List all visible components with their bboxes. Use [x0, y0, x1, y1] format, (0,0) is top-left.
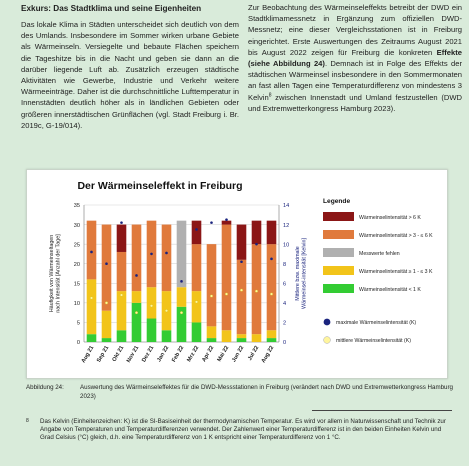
excursus-body: Das lokale Klima in Städten unterscheidet sich deutlich von dem des Umlands. Insbesondere im Sommer wirken urbane Gebiete als Wärmeinseln. Versiegelte und bebaute Flächen speichern die Tageshitze bis in die Nacht und geben sie dann an die darüber liegende Luft ab. Zusätzlich erzeugen städtische Aktivitäten wie Gewerbe, Industrie und Verkehr weitere Wärmeeinträge. Daher ist die durchschnittliche Lufttemperatur in Innenstädten deutlich höher als in ländlichen Gebieten oder größeren innerstädtischen Grünflächen (vgl. Stadt Freiburg i. Br. 2019c, G-19/014). [21, 20, 239, 130]
max-intensity-marker [165, 252, 168, 255]
bar-segment [252, 221, 262, 244]
max-intensity-marker [150, 253, 153, 256]
max-intensity-marker [120, 221, 123, 224]
excursus-title: Exkurs: Das Stadtklima und seine Eigenheiten [21, 4, 202, 13]
bar-segment [237, 334, 247, 338]
x-tick-label: Jun 22 [231, 345, 246, 364]
bar-segment [177, 287, 187, 307]
bar-segment [237, 225, 247, 260]
bar-segment [87, 221, 97, 280]
x-tick-label: Feb 22 [171, 345, 186, 364]
max-intensity-marker [255, 243, 258, 246]
y-left-tick-label: 10 [73, 301, 80, 308]
max-intensity-marker [225, 218, 228, 221]
heat-island-chart-card [26, 169, 448, 379]
bar-segment [252, 244, 262, 334]
bar-segment [117, 225, 127, 252]
bar-segment [147, 287, 157, 318]
max-intensity-marker [195, 228, 198, 231]
legend-label: mittlere Wärmeinselintensität (K) [336, 338, 411, 344]
bar-segment [252, 334, 262, 342]
mean-intensity-marker [255, 290, 258, 293]
y-left-axis-title-line: nach Intensität [Anzahl der Tage] [55, 234, 62, 313]
footnote [26, 418, 456, 443]
y-right-tick-label: 2 [283, 320, 287, 327]
legend-title: Legende [323, 198, 351, 205]
observation-text-3: zwischen Innenstadt und Umland festzustellen (DWD und Extremwetterkongress Hamburg 2023). [248, 92, 462, 113]
x-tick-label: Okt 21 [111, 345, 126, 363]
legend-label: Wärmeinselintensität ≥ 1 - ≤ 3 K [359, 269, 433, 275]
legend-marker [324, 337, 331, 344]
y-left-tick-label: 25 [73, 242, 80, 249]
x-tick-label: Mrz 22 [186, 345, 201, 364]
legend-swatch [323, 266, 354, 275]
bar-segment [222, 225, 232, 331]
legend-label: maximale Wärmeinselintensität (K) [336, 320, 417, 326]
bar-segment [87, 334, 97, 342]
bar-segment [207, 326, 217, 338]
bar-segment [102, 338, 112, 342]
observation-text-1: Zur Beobachtung des Wärmeinseleffekts betreibt der DWD ein Stadtklimamessnetz in Ergänzung zum offiziellen DWD-Messnetz; eine dieser Vergleichsstationen ist in Freiburg eingerichtet. Erste Auswertungen des Zeitraums August 2021 bis August 2022 zeigen für Freiburg die konkreten [248, 3, 462, 57]
bar-segment [132, 303, 142, 342]
y-left-tick-label: 35 [73, 203, 80, 210]
bar-segment [267, 330, 277, 338]
mean-intensity-marker [120, 294, 123, 297]
max-intensity-marker [105, 262, 108, 265]
legend-label: Wärmeinselintensität > 3 - ≤ 6 K [359, 233, 433, 239]
bar-segment [147, 319, 157, 342]
bar-segment [207, 244, 217, 326]
y-right-tick-label: 10 [283, 242, 290, 249]
bar-segment [117, 330, 127, 342]
y-right-axis-title-line: Mittlere bzw. maximale [295, 246, 301, 301]
observation-paragraph [248, 2, 462, 114]
bar-segment [207, 338, 217, 342]
y-right-tick-label: 14 [283, 203, 290, 210]
bar-segment [237, 338, 247, 342]
x-tick-label: Mai 22 [216, 345, 231, 363]
x-tick-label: Jan 22 [156, 345, 171, 364]
mean-intensity-marker [240, 289, 243, 292]
legend-label: Messwerte fehlen [359, 251, 400, 257]
bar-segment [222, 330, 232, 342]
figure-reference: Effekte (siehe Abbildung 24) [248, 47, 462, 69]
figure-caption-text: Auswertung des Wärmeinseleffektes für die DWD-Messstationen in Freiburg (verändert nach DWD und Extremwetterkongress Hamburg 2023) [80, 384, 454, 400]
observation-text-2: . Demnach ist in Folge des Effekts der städtischen Wärmeinsel insbesondere in den Sommermonaten an fast allen Tagen eine Temperaturdifferenz von mindestens 3 Kelvin [248, 59, 462, 102]
bar-segment [162, 330, 172, 342]
max-intensity-marker [135, 274, 138, 277]
legend-swatch [323, 248, 354, 257]
max-intensity-marker [240, 260, 243, 263]
bar-segment [192, 221, 202, 244]
bar-segment [267, 244, 277, 330]
bar-segment [117, 252, 127, 291]
excursus-column [21, 0, 239, 131]
y-right-tick-label: 4 [283, 301, 287, 308]
bar-segment [162, 225, 172, 292]
max-intensity-marker [180, 280, 183, 283]
max-intensity-marker [210, 221, 213, 224]
bar-segment [192, 291, 202, 322]
y-left-tick-label: 5 [76, 320, 80, 327]
mean-intensity-marker [270, 293, 273, 296]
bar-segment [222, 221, 232, 225]
mean-intensity-marker [210, 295, 213, 298]
max-intensity-marker [270, 258, 273, 261]
x-tick-label: Aug 21 [80, 345, 96, 365]
bar-segment [192, 322, 202, 342]
x-tick-label: Aug 22 [260, 345, 276, 365]
y-left-tick-label: 30 [73, 222, 80, 229]
bar-segment [237, 260, 247, 334]
footnote-divider [312, 410, 452, 411]
footnote-reference: 8 [268, 92, 272, 99]
y-right-tick-label: 6 [283, 281, 287, 288]
y-left-tick-label: 15 [73, 281, 80, 288]
bar-segment [192, 244, 202, 291]
footnote-number: 8 [26, 418, 29, 424]
bar-segment [87, 279, 97, 334]
y-right-tick-label: 0 [283, 340, 287, 347]
mean-intensity-marker [105, 302, 108, 305]
bar-segment [177, 221, 187, 288]
footnote-text: Das Kelvin (Einheitenzeichen: K) ist die SI-Basiseinheit der thermodynamischen Temperatur. Es wird vor allem in Naturwissenschaft und Technik zur Angabe von Temperaturen und Temperaturdifferenzen verwendet. Der Zahlenwert einer Temperaturdifferenz ist in den beiden Einheiten Kelvin und Grad Celsius (°C) gleich, d.h. eine Temperaturdifferenz von 1 K entspricht einer Temperaturdifferenz von 1 °C. [40, 418, 446, 442]
x-tick-label: Nov 21 [125, 345, 141, 364]
y-left-tick-label: 0 [76, 340, 80, 347]
x-tick-label: Sep 21 [96, 345, 111, 364]
x-tick-label: Jul 22 [247, 345, 261, 362]
legend-label: Wärmeinselintensität > 6 K [359, 215, 421, 221]
observation-column [248, 2, 462, 114]
mean-intensity-marker [90, 297, 93, 300]
legend-swatch [323, 284, 354, 293]
y-right-tick-label: 12 [283, 222, 290, 229]
bar-segment [117, 291, 127, 330]
bar-segment [267, 221, 277, 244]
legend-swatch [323, 230, 354, 239]
y-left-axis-title [49, 234, 61, 313]
x-tick-label: Dez 21 [141, 345, 156, 364]
figure-caption [26, 384, 454, 401]
bar-segment [102, 311, 112, 338]
mean-intensity-marker [135, 311, 138, 314]
mean-intensity-marker [225, 293, 228, 296]
figure-caption-label: Abbildung 24: [26, 384, 64, 391]
bar-segment [132, 225, 142, 292]
y-left-axis-title-line: Häufigkeit von Wärmeinseltagen [49, 234, 55, 313]
max-intensity-marker [90, 251, 93, 254]
mean-intensity-marker [150, 304, 153, 307]
mean-intensity-marker [195, 301, 198, 304]
heat-island-chart [27, 170, 447, 378]
y-right-axis-title [295, 238, 307, 310]
chart-title: Der Wärmeinseleffekt in Freiburg [77, 180, 243, 192]
mean-intensity-marker [165, 309, 168, 312]
y-right-tick-label: 8 [283, 261, 287, 268]
bar-segment [102, 225, 112, 311]
y-right-axis-title-line: Wärmeinsel-intensität [Kelvin] [301, 237, 308, 310]
legend-swatch [323, 212, 354, 221]
mean-intensity-marker [180, 311, 183, 314]
legend-marker [324, 319, 331, 326]
x-tick-label: Apr 22 [201, 345, 216, 364]
y-left-tick-label: 20 [73, 261, 80, 268]
bar-segment [267, 338, 277, 342]
legend-label: Wärmeinselintensität < 1 K [359, 287, 421, 293]
bar-segment [132, 291, 142, 303]
